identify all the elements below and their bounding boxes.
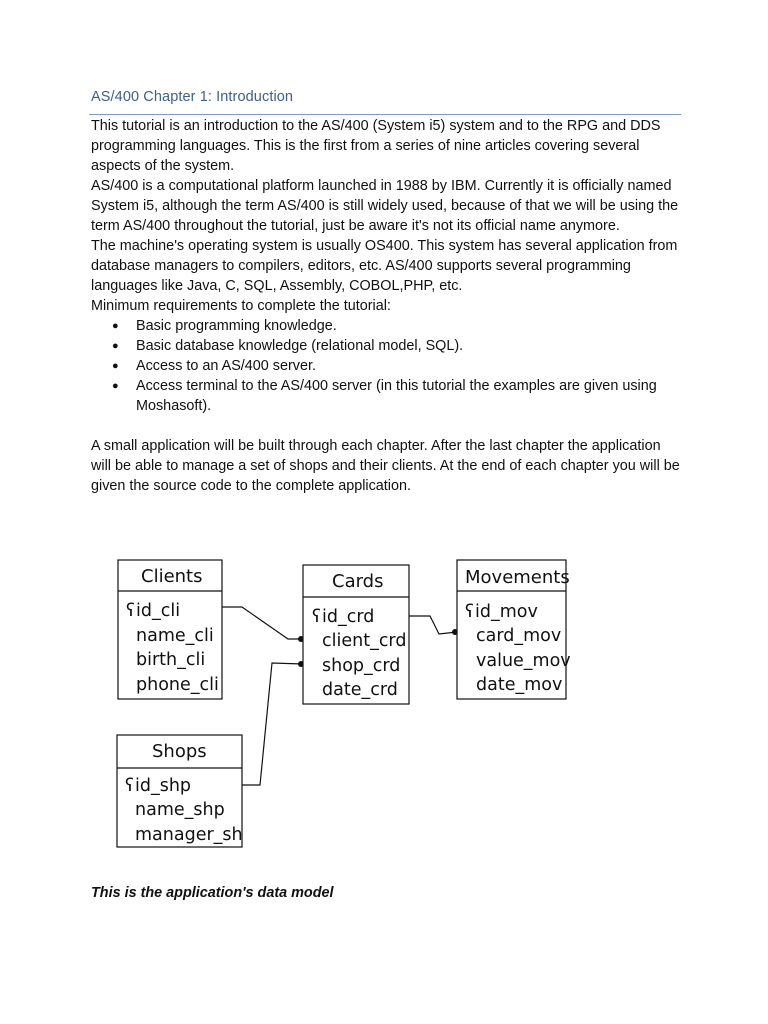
bullet-icon: ●	[112, 380, 119, 392]
table-field: id_crd	[322, 607, 375, 627]
table-field: manager_sh	[135, 825, 243, 845]
table-field: client_crd	[322, 631, 407, 651]
key-icon: ʕ	[465, 602, 474, 622]
clients-table-title: Clients	[141, 566, 203, 587]
table-field: birth_cli	[136, 650, 206, 670]
data-model-svg	[110, 553, 580, 858]
movements-table	[457, 560, 571, 699]
bullet-icon: ●	[112, 320, 119, 332]
key-icon: ʕ	[312, 607, 321, 627]
list-item-text: Access terminal to the AS/400 server (in this tutorial the examples are given using Moshasoft).	[136, 378, 657, 414]
table-field: date_crd	[322, 680, 398, 700]
list-item-text: Basic database knowledge (relational model, SQL).	[136, 338, 464, 354]
table-field: date_mov	[476, 675, 563, 695]
requirements-intro: Minimum requirements to complete the tutorial:	[91, 298, 391, 314]
relation-shops-cards	[242, 663, 303, 785]
key-icon: ʕ	[126, 601, 135, 621]
body-text	[91, 116, 681, 496]
table-field: name_shp	[135, 800, 225, 820]
relation-cards-movements	[409, 616, 457, 634]
key-icon: ʕ	[125, 776, 134, 796]
list-item	[91, 336, 681, 356]
table-field: id_shp	[135, 776, 192, 796]
table-field: id_cli	[136, 601, 181, 621]
cards-table	[303, 565, 409, 704]
table-field: name_cli	[136, 626, 214, 646]
heading-underline	[89, 114, 681, 115]
closing-paragraph: A small application will be built through each chapter. After the last chapter the application will be able to manage a set of shops and their clients. At the end of each chapter you will be given the source code to the complete application.	[91, 438, 680, 494]
list-item	[91, 316, 681, 336]
bullet-icon: ●	[112, 360, 119, 372]
shops-table	[117, 735, 243, 847]
spacer	[91, 416, 681, 436]
data-model-diagram	[110, 553, 580, 858]
table-field: shop_crd	[322, 656, 401, 676]
table-field: card_mov	[476, 626, 562, 646]
bullet-icon: ●	[112, 340, 119, 352]
table-field: phone_cli	[136, 675, 219, 695]
chapter-heading: AS/400 Chapter 1: Introduction	[91, 89, 294, 105]
table-field: value_mov	[476, 651, 571, 671]
clients-table	[118, 560, 222, 699]
table-field: id_mov	[475, 602, 538, 622]
shops-table-title: Shops	[152, 741, 207, 762]
intro-paragraph: This tutorial is an introduction to the AS/400 (System i5) system and to the RPG and DDS programming languages. This is the first from a series of nine articles covering several aspects of the system.	[91, 118, 661, 174]
list-item	[91, 356, 681, 376]
diagram-caption: This is the application's data model	[91, 885, 334, 901]
list-item	[91, 376, 681, 416]
requirements-list	[91, 316, 681, 416]
platform-paragraph: AS/400 is a computational platform launched in 1988 by IBM. Currently it is officially named System i5, although the term AS/400 is still widely used, because of that we will be using the term AS/400 throughout the tutorial, just be aware it's not its official name anymore.	[91, 178, 679, 234]
os-paragraph: The machine's operating system is usually OS400. This system has several application from database managers to compilers, editors, etc. AS/400 supports several programming languages like Java, C, SQL, Assembly, COBOL,PHP, etc.	[91, 238, 678, 294]
list-item-text: Access to an AS/400 server.	[136, 358, 316, 374]
list-item-text: Basic programming knowledge.	[136, 318, 337, 334]
movements-table-title: Movements	[465, 567, 570, 588]
cards-table-title: Cards	[332, 571, 384, 592]
relation-clients-cards	[222, 607, 303, 639]
